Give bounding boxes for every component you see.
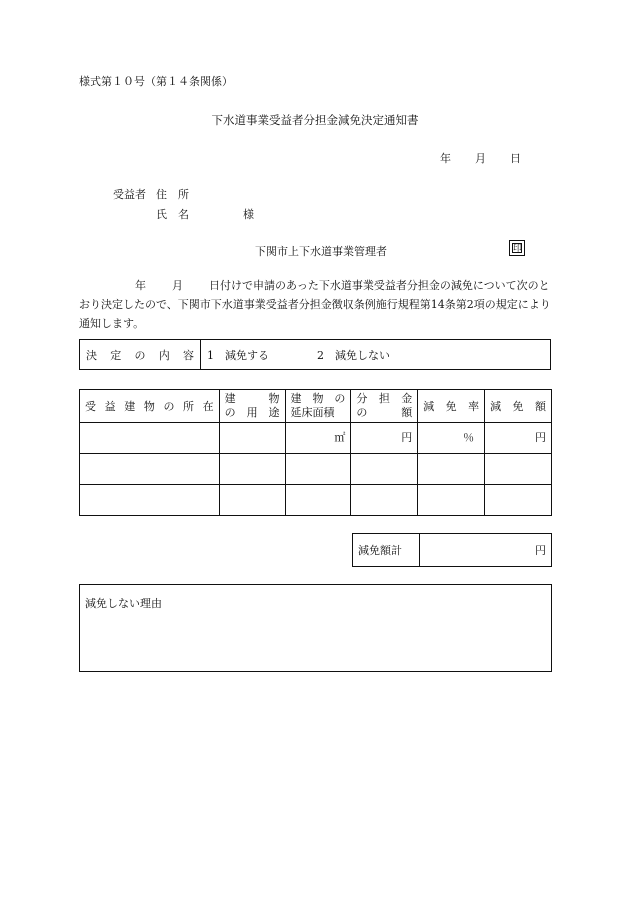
decision-label-char: 内 xyxy=(158,348,170,362)
notice-body xyxy=(79,276,552,333)
date-year: 年 xyxy=(440,152,451,165)
decision-label-char: の xyxy=(134,348,146,362)
body-month: 月 xyxy=(172,279,183,292)
reason-box[interactable] xyxy=(79,584,552,672)
seal-text: 印 xyxy=(513,244,523,254)
issue-date xyxy=(440,150,521,166)
building-table xyxy=(79,389,552,516)
recipient-label: 受益者 xyxy=(113,188,146,201)
table-row xyxy=(80,423,552,454)
body-year: 年 xyxy=(135,279,146,292)
cell-charge-amount[interactable]: 円 xyxy=(351,423,418,454)
seal-icon xyxy=(509,240,525,256)
document-title: 下水道事業受益者分担金減免決定通知書 xyxy=(211,113,419,127)
honorific: 様 xyxy=(243,208,254,221)
date-month: 月 xyxy=(475,152,486,165)
cell-charge-amount[interactable] xyxy=(351,485,418,516)
cell-floor-area[interactable] xyxy=(285,485,351,516)
cell-reduction-amount[interactable]: 円 xyxy=(485,423,552,454)
table-row xyxy=(80,454,552,485)
table-row xyxy=(80,485,552,516)
table-header-row xyxy=(80,390,552,423)
form-number: 様式第１０号（第１４条関係） xyxy=(79,75,233,88)
name-label: 氏 名 xyxy=(156,208,189,221)
date-day: 日 xyxy=(510,152,521,165)
decision-label xyxy=(80,340,201,369)
decision-options xyxy=(201,340,390,369)
decision-label-char: 容 xyxy=(183,348,194,362)
reason-label: 減免しない理由 xyxy=(85,597,162,610)
cell-reduction-rate[interactable] xyxy=(418,454,485,485)
header-charge-amount: 分 担 金 の 額 xyxy=(351,390,418,423)
option-reduce[interactable]: 1 減免する xyxy=(207,348,269,362)
total-table xyxy=(352,533,552,567)
header-reduction-rate: 減 免 率 xyxy=(418,390,485,423)
header-reduction-amount: 減 免 額 xyxy=(485,390,552,423)
total-label: 減免額計 xyxy=(353,534,420,567)
cell-usage[interactable] xyxy=(219,485,285,516)
cell-reduction-amount[interactable] xyxy=(485,485,552,516)
decision-table xyxy=(79,339,551,370)
cell-charge-amount[interactable] xyxy=(351,454,418,485)
decision-label-char: 決 xyxy=(86,348,97,362)
header-location: 受 益 建 物 の 所 在 xyxy=(80,390,220,423)
cell-location[interactable] xyxy=(80,423,220,454)
cell-usage[interactable] xyxy=(219,423,285,454)
cell-floor-area[interactable] xyxy=(285,454,351,485)
option-no-reduce[interactable]: 2 減免しない xyxy=(317,348,390,362)
header-floor-area: 建 物 の 延床面積 xyxy=(285,390,351,423)
header-usage: 建 物 の 用 途 xyxy=(219,390,285,423)
cell-location[interactable] xyxy=(80,485,220,516)
total-amount-cell[interactable]: 円 xyxy=(419,534,551,567)
address-label: 住 所 xyxy=(156,188,189,201)
cell-reduction-rate[interactable] xyxy=(418,485,485,516)
issuer-name: 下関市上下水道事業管理者 xyxy=(255,245,387,258)
cell-location[interactable] xyxy=(80,454,220,485)
cell-reduction-amount[interactable] xyxy=(485,454,552,485)
cell-floor-area[interactable]: ㎡ xyxy=(285,423,351,454)
decision-label-char: 定 xyxy=(110,348,122,362)
cell-reduction-rate[interactable]: ％ xyxy=(418,423,485,454)
body-text: 日付けで申請のあった下水道事業受益者分担金の減免について次のとおり決定したので、下関市下水道事業受益者分担金徴収条例施行規程第14条第2項の規定により通知します。 xyxy=(79,279,551,330)
cell-usage[interactable] xyxy=(219,454,285,485)
